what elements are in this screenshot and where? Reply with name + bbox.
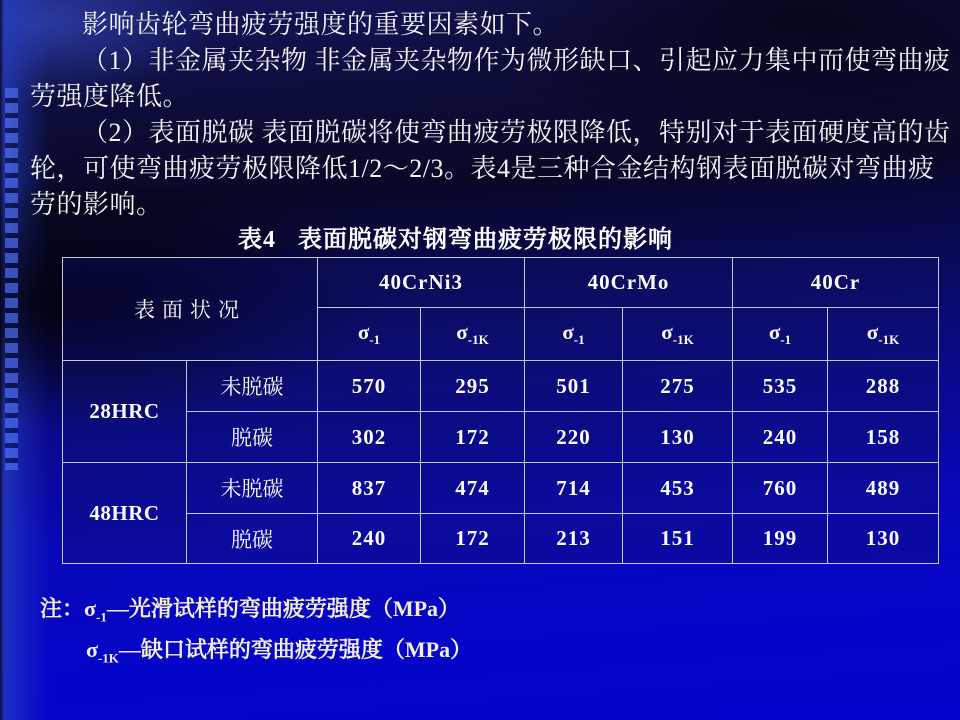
value-cell: 240	[733, 412, 828, 463]
value-cell: 535	[733, 361, 828, 412]
sigma-subscript: -1	[95, 609, 107, 625]
sigma-subscript: -1K	[97, 650, 119, 666]
paragraph-line: 劳的影响。	[30, 190, 163, 219]
value-cell: 288	[828, 361, 939, 412]
steel-header-cell: 40Cr	[733, 258, 939, 308]
value-cell: 172	[421, 412, 525, 463]
value-cell: 199	[733, 514, 828, 564]
sigma-1k-header-cell: $\sigma_{-1K}$	[623, 308, 733, 361]
sigma-1k-header-cell: $\sigma_{-1K}$	[828, 308, 939, 361]
table-row	[63, 412, 939, 463]
paragraph-line: 轮，可使弯曲疲劳极限降低1/2～2/3。表4是三种合金结构钢表面脱碳对弯曲疲	[30, 154, 935, 183]
sigma-symbol: σ	[86, 637, 98, 663]
body-text	[30, 7, 951, 223]
footnote-line	[40, 633, 472, 674]
value-cell: 295	[421, 361, 525, 412]
value-cell: 474	[421, 463, 525, 514]
hardness-cell: 48HRC	[63, 463, 187, 564]
condition-cell: 未脱碳	[187, 463, 318, 514]
note-text: —光滑试样的弯曲疲劳强度（MPa）	[106, 596, 461, 621]
value-cell: 275	[623, 361, 733, 412]
paragraph-line: 劳强度降低。	[30, 82, 190, 111]
table-number: 表4	[238, 227, 276, 253]
table-row	[63, 463, 939, 514]
value-cell: 453	[623, 463, 733, 514]
sigma-symbol: σ	[84, 596, 96, 621]
sigma-1k-header-cell: $\sigma_{-1K}$	[421, 308, 525, 361]
value-cell: 158	[828, 412, 939, 463]
value-cell: 837	[318, 463, 421, 514]
condition-cell: 未脱碳	[187, 361, 318, 412]
value-cell: 172	[421, 514, 525, 564]
value-cell: 130	[623, 412, 733, 463]
note-text: —缺口试样的弯曲疲劳强度（MPa）	[118, 637, 473, 663]
paragraph-line: （2）表面脱碳 表面脱碳将使弯曲疲劳极限降低，特别对于表面硬度高的齿	[82, 118, 951, 147]
value-cell: 240	[318, 514, 421, 564]
header-row-steels	[63, 258, 939, 308]
sigma-1-header-cell: $\sigma_{-1}$	[733, 308, 828, 361]
sigma-1-header-cell: $\sigma_{-1}$	[525, 308, 623, 361]
value-cell: 213	[525, 514, 623, 564]
corner-header-cell: 表面状况	[63, 258, 318, 361]
footnote-line	[40, 592, 472, 633]
value-cell: 130	[828, 514, 939, 564]
table-row	[63, 514, 939, 564]
value-cell: 489	[828, 463, 939, 514]
paragraph-line: 影响齿轮弯曲疲劳强度的重要因素如下。	[82, 10, 560, 39]
value-cell: 714	[525, 463, 623, 514]
steel-header-cell: 40CrMo	[525, 258, 733, 308]
value-cell: 570	[318, 361, 421, 412]
value-cell: 151	[623, 514, 733, 564]
condition-cell: 脱碳	[187, 412, 318, 463]
value-cell: 302	[318, 412, 421, 463]
hardness-cell: 28HRC	[63, 361, 187, 463]
sigma-1-header-cell: $\sigma_{-1}$	[318, 308, 421, 361]
steel-header-cell: 40CrNi3	[318, 258, 525, 308]
value-cell: 760	[733, 463, 828, 514]
decarburization-table	[62, 257, 939, 564]
note-prefix: 注：	[40, 596, 85, 621]
table-row	[63, 361, 939, 412]
left-filmstrip-decor	[5, 88, 18, 470]
table-title	[238, 219, 673, 254]
condition-cell: 脱碳	[187, 514, 318, 564]
table-title-text: 表面脱碳对钢弯曲疲劳极限的影响	[298, 227, 673, 253]
value-cell: 220	[525, 412, 623, 463]
footnotes	[40, 592, 472, 675]
value-cell: 501	[525, 361, 623, 412]
paragraph-line: （1）非金属夹杂物 非金属夹杂物作为微形缺口、引起应力集中而使弯曲疲	[82, 46, 951, 75]
